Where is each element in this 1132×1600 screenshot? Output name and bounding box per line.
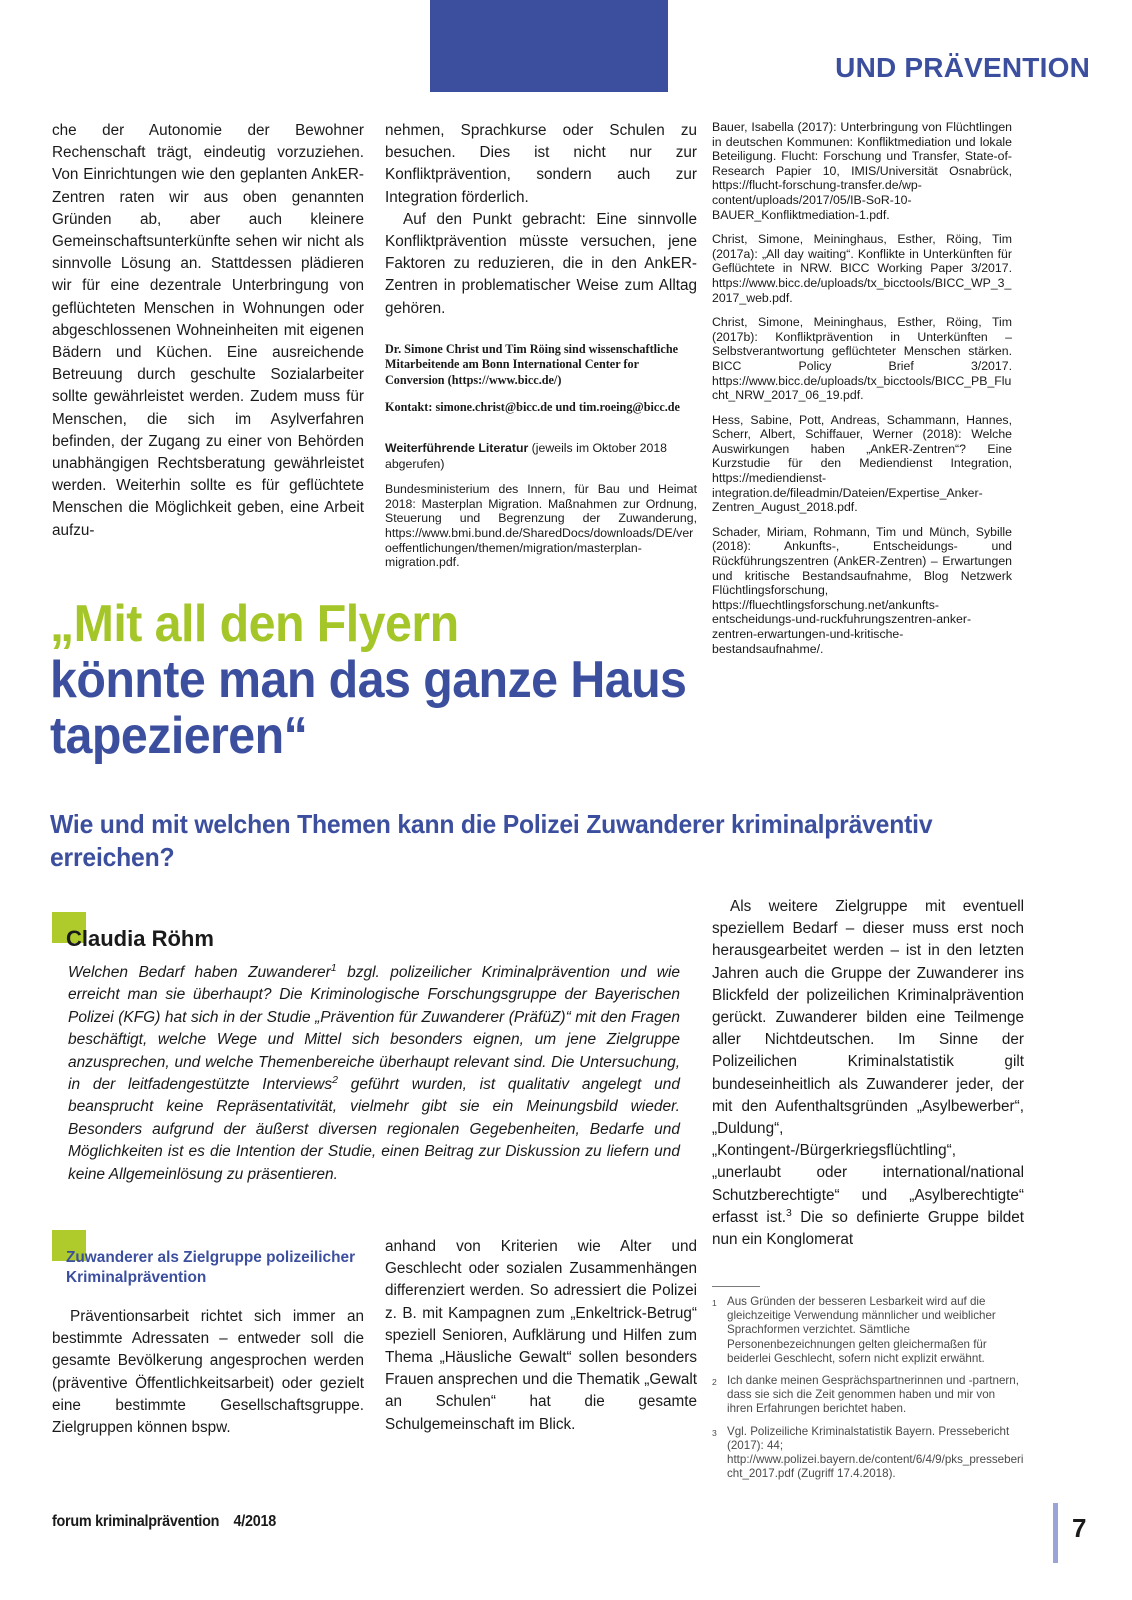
lower-column-2: [385, 1236, 697, 1436]
footnote-item: [712, 1425, 1024, 1482]
footnote-ref-3[interactable]: 3: [785, 1207, 792, 1219]
article-author-block: [52, 912, 382, 954]
author-contact-note: Kontakt: simone.christ@bicc.de und tim.roeing@bicc.de: [385, 400, 680, 415]
footer-publication-title: forum kriminalprävention: [52, 1513, 220, 1530]
reference-item: Bauer, Isabella (2017): Unterbringung von Flüchtlingen in deutschen Kommunen: Konfliktmediation und lokale Beteiligung. Flucht: Forschung und Transfer, State-of-Research Papier 10, IMIS/Universität Osnabrück, https://flucht-forschung-transfer.de/wp-content/uploads/2017/05/IB-SoR-10-BAUER_Konfliktmediation-1.pdf.: [712, 120, 1012, 222]
literature-reference: Bundesministerium des Innern, für Bau und Heimat 2018: Masterplan Migration. Maßnahmen zur Ordnung, Steuerung und Begrenzung der Zuwanderung, https://www.bmi.bund.de/SharedDocs/downloads/DE/veroeffentlichungen/themen/migration/masterplan-migration.pdf.: [385, 482, 697, 570]
page-masthead: [0, 0, 1132, 96]
headline-line-3: tapezieren“: [50, 707, 308, 765]
footnote-ref-2[interactable]: 2: [332, 1073, 338, 1086]
body-paragraph-1: nehmen, Sprachkurse oder Schulen zu besuchen. Dies ist nicht nur zur Konfliktprävention, sondern auch zur Integration förderlich.: [385, 122, 697, 206]
footnote-text: Ich danke meinen Gesprächspartnerinnen und -partnern, dass sie sich die Zeit genommen haben und mir von ihren Erfahrungen berichtet haben.: [727, 1374, 1019, 1416]
headline-line-1: „Mit all den Flyern: [50, 595, 459, 653]
footer-publication-line: [52, 1513, 276, 1531]
footnote-number: 1: [712, 1298, 717, 1308]
footer-vertical-rule: [1053, 1503, 1058, 1563]
page-footer: [0, 1513, 1132, 1563]
article-lead-paragraph: [68, 962, 680, 1186]
col3-part-b: Die so definierte Gruppe bildet nun ein Konglomerat: [712, 1208, 1024, 1249]
lead-part-c: geführt wurden, ist qualitativ angelegt und beansprucht keine Repräsentativität, vielmehr gibt sie ein Meinungsbild wieder. Besonders aufgrund der äußerst diversen regionalen Gegebenheiten, Bedarfe und Möglichkeiten ist es die Intention der Studie, einen Beitrag zur Diskussion zu liefern und keine Allgemeinlösung zu präsentieren.: [68, 1076, 680, 1183]
lower-column-3: [712, 896, 1024, 1251]
headline-line-2: könnte man das ganze Haus: [50, 651, 687, 709]
footnote-item: [712, 1374, 1024, 1417]
reference-item: Christ, Simone, Meininghaus, Esther, Röing, Tim (2017b): Konfliktprävention in Unterkünften – Selbstverantwortung geflüchteter Menschen stärken. BICC Policy Brief 3/2017. https://www.bicc.de/uploads/tx_bicctools/BICC_PB_Flucht_NRW_2017_06_19.pdf.: [712, 315, 1012, 403]
top-column-3-references: [712, 120, 1012, 656]
further-literature-heading-rest: (jeweils im Oktober 2018 abgerufen): [385, 441, 668, 471]
body-paragraph-2: Auf den Punkt gebracht: Eine sinnvolle Konfliktprävention müsste versuchen, jene Faktoren zu reduzieren, die in den AnkER-Zentren in problematischer Weise zum Alltag gehören.: [385, 210, 697, 317]
col3-part-a: Als weitere Zielgruppe mit eventuell speziellem Bedarf – dieser muss erst noch herausgearbeitet werden – ist in den letzten Jahren auch die Gruppe der Zuwanderer ins Blickfeld der polizeilichen Kriminalprävention gerückt. Zuwanderer bilden eine Teilmenge aller Nichtdeutschen. Im Sinne der Polizeilichen Kriminalstatistik gilt bundeseinheitlich als Zuwanderer jeder, der mit den Aufenthaltsgründen „Asylbewerber“, „Duldung“, „Kontingent-/Bürgerkriegsflüchtling“, „unerlaubt oder international/national Schutzberechtigte“ und „Asylberechtigte“ erfasst ist.: [712, 898, 1024, 1226]
further-literature-heading: [385, 441, 697, 472]
author-name: Claudia Röhm: [66, 926, 214, 951]
author-affiliation-note: Dr. Simone Christ und Tim Röing sind wissenschaftliche Mitarbeitende am Bonn International Center for Conversion (https://www.bicc.de/): [385, 341, 679, 387]
masthead-title: [0, 52, 1090, 84]
footnote-number: 3: [712, 1427, 717, 1438]
further-literature-heading-bold: Weiterführende Literatur: [385, 441, 529, 456]
page-number: 7: [1072, 1513, 1087, 1543]
lead-part-b: bzgl. polizeilicher Kriminalprävention und wie erreicht man sie überhaupt? Die Kriminologische Forschungsgruppe der Bayerischen Polizei (KFG) hat sich in der Studie „Prävention für Zuwanderer (PräfüZ)“ mit den Fragen beschäftigt, welche Wege und Mittel sich besonders eignen, um jene Zielgruppe anzusprechen, und welche Themenbereiche überhaupt relevant sind. Die Untersuchung, in der leitfadengestützte Interviews: [68, 964, 681, 1094]
footer-issue: 4/2018: [233, 1513, 276, 1530]
section-body-text: [712, 896, 1024, 1251]
reference-item: Christ, Simone, Meininghaus, Esther, Röing, Tim (2017a): „All day waiting“. Konflikte in Unterkünften für Geflüchtete in NRW. BICC Working Paper 3/2017. https://www.bicc.de/uploads/tx_bicctools/BICC_WP_3_2017_web.pdf.: [712, 232, 1012, 305]
footnote-separator-rule: [712, 1286, 760, 1287]
footnote-ref-1[interactable]: 1: [330, 961, 337, 974]
footnote-number: 2: [712, 1377, 717, 1388]
top-column-2: [385, 120, 697, 570]
section-heading: Zuwanderer als Zielgruppe polizeilicher Kriminalprävention: [66, 1249, 356, 1286]
section-heading-wrap: [52, 1236, 364, 1288]
footnote-text: Aus Gründen der besseren Lesbarkeit wird auf die gleichzeitige Verwendung männlicher und weiblicher Sprachformen verzichtet. Sämtliche Personenbezeichnungen gelten gleichermaßen für beiderlei Geschlecht, sofern nicht explizit erwähnt.: [727, 1295, 996, 1365]
article-subheadline: Wie und mit welchen Themen kann die Polizei Zuwanderer kriminalpräventiv erreichen?: [50, 809, 933, 872]
masthead-rest-text: UND PRÄVENTION: [835, 52, 1090, 83]
footnotes-region: [712, 1286, 1024, 1489]
article-headline: [50, 596, 980, 764]
footnote-text: Vgl. Polizeiliche Kriminalstatistik Bayern. Pressebericht (2017): 44; http://www.polizei.bayern.de/content/6/4/9/pks_pressebericht_2017.pdf (Zugriff 17.4.2018).: [727, 1424, 1024, 1481]
continued-body-text: che der Autonomie der Bewohner Rechenschaft trägt, eindeutig vorzuziehen. Von Einrichtungen wie den geplanten AnkER-Zentren raten wir aus oben genannten Gründen ab, aber auch kleinere Gemeinschaftsunterkünfte sehen wir nicht als sinnvolle Lösung an. Stattdessen plädieren wir für eine dezentrale Unterbringung von geflüchteten Menschen in Wohnungen oder abgeschlossenen Wohneinheiten mit eigenen Bädern und Küchen. Eine ausreichende Betreuung durch geschulte Sozialarbeiter sollte gewährleistet werden. Zudem muss für Menschen, die sich im Asylverfahren befinden, der Zugang zu einer von Behörden unabhängigen Rechtsberatung gewährleistet werden. Weiterhin sollte es für geflüchtete Menschen die Möglichkeit geben, eine Arbeit aufzu-: [52, 122, 364, 539]
footnote-item: [712, 1295, 1024, 1366]
section-body-text: Präventionsarbeit richtet sich immer an bestimmte Adressaten – entweder soll die gesamte Bevölkerung angesprochen werden (präventive Öffentlichkeitsarbeit) oder gezielt eine bestimmte Gesellschaftsgruppe. Zielgruppen können bspw.: [52, 1308, 364, 1437]
reference-item: Hess, Sabine, Pott, Andreas, Schammann, Hannes, Scherr, Albert, Schiffauer, Werner (2018): Welche Auswirkungen haben „AnkER-Zentren“? Eine Kurzstudie für den Mediendienst Integration, https://mediendienst-integration.de/fileadmin/Dateien/Expertise_Anker-Zentren_August_2018.pdf.: [712, 412, 1012, 515]
reference-item: Schader, Miriam, Rohmann, Tim und Münch, Sybille (2018): Ankunfts-, Entscheidungs- und Rückführungszentren (AnkER-Zentren) – Erwartungen und kritische Bestandsaufnahme, Blog Netzwerk Flüchtlingsforschung, https://fluechtlingsforschung.net/ankunfts-entscheidungs-und-ruckfuhrungszentren-anker-zentren-erwartungen-und-kritische-bestandsaufnahme/.: [712, 524, 1012, 656]
masthead-highlight-word: MIGRATION: [667, 52, 828, 83]
lower-column-1: [52, 1236, 364, 1439]
lead-part-a: Welchen Bedarf haben Zuwanderer: [68, 964, 331, 981]
top-column-1: [52, 120, 364, 542]
section-body-text: anhand von Kriterien wie Alter und Geschlecht oder sozialen Zusammenhängen differenziert werden. So adressiert die Polizei z. B. mit Kampagnen zum „Enkeltrick-Betrug“ speziell Senioren, Aufklärung und Hilfen zum Thema „Häusliche Gewalt“ sollen besonders Frauen ansprechen und die Thematik „Gewalt an Schulen“ hat die gesamte Schulgemeinschaft im Blick.: [385, 1238, 697, 1433]
